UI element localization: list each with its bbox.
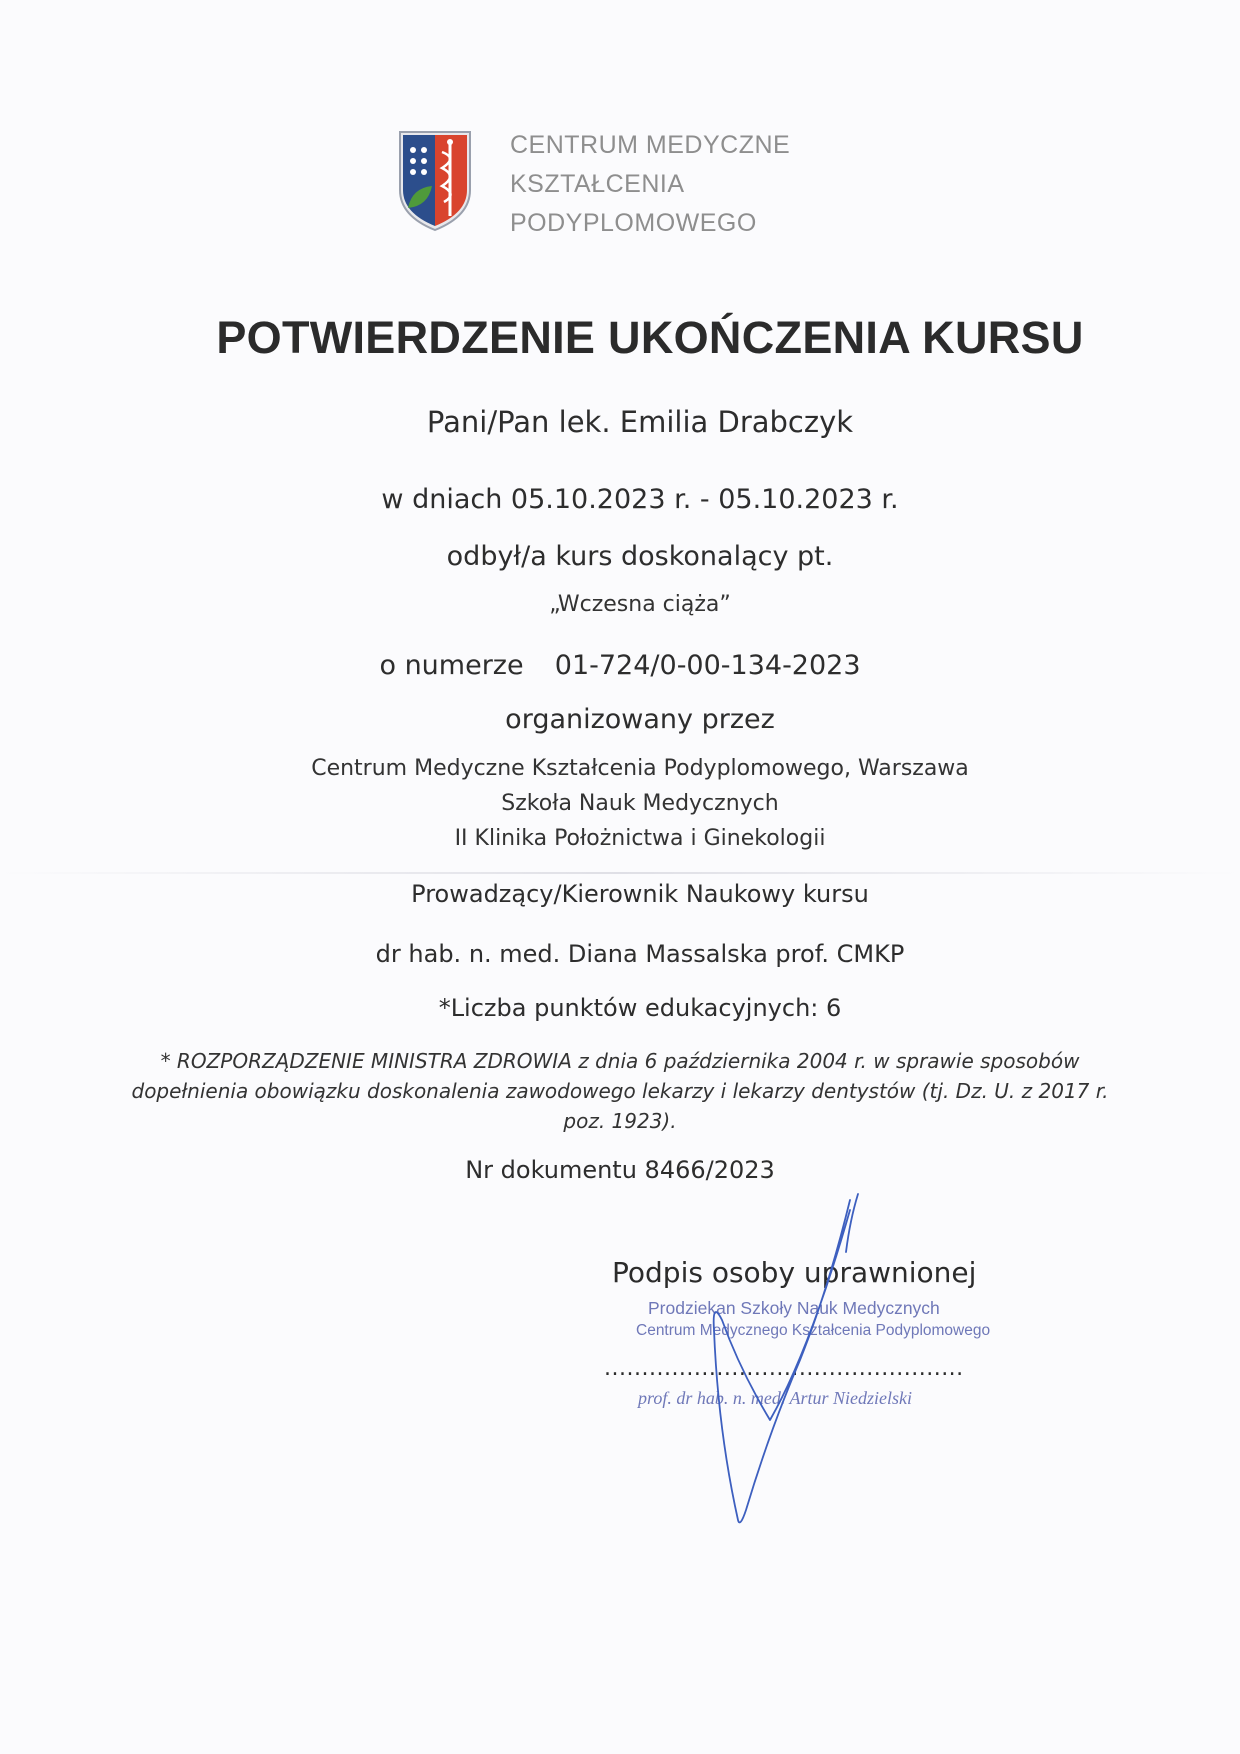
institution-name xyxy=(510,126,790,243)
stamp-name: prof. dr hab. n. med. Artur Niedzielski xyxy=(638,1388,912,1408)
organizer-line-3: II Klinika Położnictwa i Ginekologii xyxy=(454,826,826,851)
footnote-line-1: * ROZPORZĄDZENIE MINISTRA ZDROWIA z dnia 6 października 2004 r. w sprawie sposobów xyxy=(160,1049,1080,1073)
organizer-line-1: Centrum Medyczne Kształcenia Podyplomowego, Warszawa xyxy=(311,756,969,781)
organizer-line-2: Szkoła Nauk Medycznych xyxy=(501,791,779,816)
paper-fold-line xyxy=(0,872,1240,874)
points-label: *Liczba punktów edukacyjnych: xyxy=(438,994,819,1022)
document-title: POTWIERDZENIE UKOŃCZENIA KURSU xyxy=(216,312,1084,363)
shield-logo-icon xyxy=(398,128,472,232)
institution-line-1: CENTRUM MEDYCZNE xyxy=(510,131,791,159)
education-points xyxy=(20,994,1240,1022)
course-number-line xyxy=(0,650,1240,681)
signature-label: Podpis osoby uprawnionej xyxy=(612,1256,977,1289)
dates-prefix: w dniach xyxy=(381,484,503,515)
stamp-line-2: Centrum Medycznego Kształcenia Podyplomowego xyxy=(636,1322,991,1339)
document-number: Nr dokumentu 8466/2023 xyxy=(465,1156,775,1184)
course-lead-name: dr hab. n. med. Diana Massalska prof. CMKP xyxy=(375,940,905,968)
institution-header xyxy=(398,126,918,236)
course-number: 01-724/0-00-134-2023 xyxy=(554,650,861,681)
points-value: 6 xyxy=(826,994,842,1022)
dates-value: 05.10.2023 r. - 05.10.2023 r. xyxy=(510,484,899,515)
course-lead-label: Prowadzący/Kierownik Naukowy kursu xyxy=(411,880,869,908)
institution-line-2: KSZTAŁCENIA xyxy=(510,170,685,198)
recipient-name: Pani/Pan lek. Emilia Drabczyk xyxy=(426,405,854,439)
stamp-line-1: Prodziekan Szkoły Nauk Medycznych xyxy=(648,1298,940,1318)
course-intro: odbył/a kurs doskonalący pt. xyxy=(446,541,834,572)
signature-dotted-line: ................................................ xyxy=(604,1356,964,1381)
course-title: „Wczesna ciąża” xyxy=(549,592,731,617)
organized-by-label: organizowany przez xyxy=(505,704,775,735)
institution-line-3: PODYPLOMOWEGO xyxy=(510,209,757,237)
handwritten-signature-icon xyxy=(700,1190,880,1540)
footnote-line-3: poz. 1923). xyxy=(563,1109,677,1133)
footnote xyxy=(100,1046,1140,1136)
number-prefix: o numerze xyxy=(379,650,524,681)
footnote-line-2: dopełnienia obowiązku doskonalenia zawodowego lekarzy i lekarzy dentystów (tj. Dz. U. z 2017 r. xyxy=(131,1079,1109,1103)
course-dates xyxy=(20,484,1240,515)
